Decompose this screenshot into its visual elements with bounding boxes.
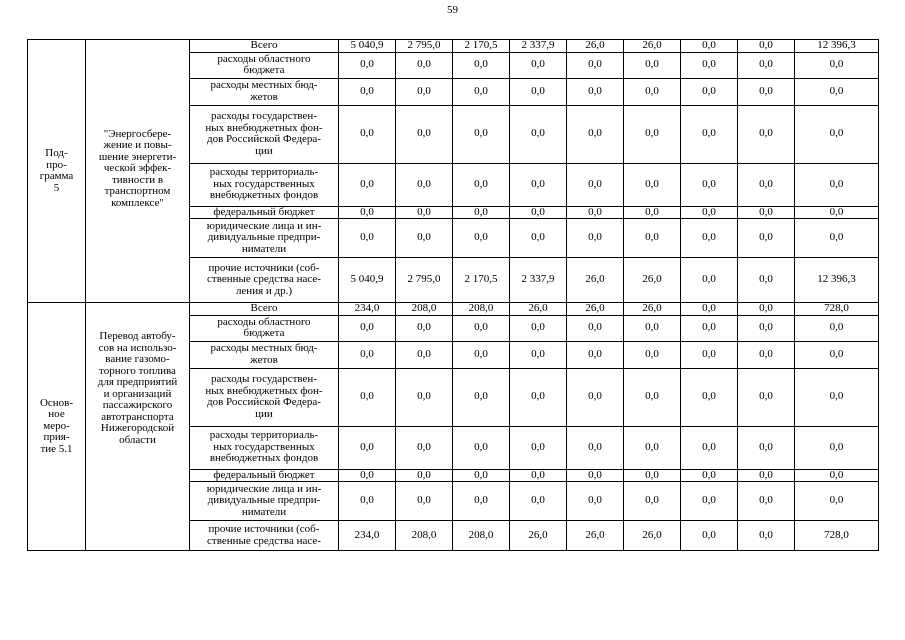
- year-value: 0,0: [510, 341, 567, 368]
- year-value: 0,0: [510, 482, 567, 521]
- text-line: расходы областного: [217, 315, 311, 328]
- year-value: 0,0: [681, 521, 738, 551]
- year-value: 0,0: [567, 206, 624, 219]
- text-line: расходы местных бюд-: [210, 342, 318, 354]
- text-line: расходы областного: [217, 52, 311, 65]
- year-value: 0,0: [453, 368, 510, 426]
- text-line: Основ-: [39, 396, 74, 409]
- year-value: 0,0: [681, 40, 738, 53]
- text-line: федеральный бюджет: [213, 469, 315, 481]
- year-value: 0,0: [396, 482, 453, 521]
- text-line: внебюджетных фондов: [209, 452, 319, 465]
- year-value: 0,0: [453, 163, 510, 206]
- year-value: 234,0: [339, 303, 396, 316]
- text-line: ческой эффек-: [103, 162, 172, 175]
- total-value: 12 396,3: [795, 258, 879, 303]
- year-value: 0,0: [567, 469, 624, 482]
- year-value: 0,0: [339, 341, 396, 368]
- year-value: 0,0: [339, 482, 396, 521]
- text-line: ных внебюджетных фон-: [205, 384, 323, 397]
- year-value: 0,0: [624, 105, 681, 163]
- text-line: бюджета: [243, 327, 285, 339]
- text-line: Перевод автобу-: [99, 330, 176, 342]
- text-line: федеральный бюджет: [213, 206, 315, 218]
- year-value: 0,0: [339, 52, 396, 78]
- year-value: 0,0: [738, 426, 795, 469]
- year-value: 0,0: [681, 341, 738, 368]
- year-value: 0,0: [567, 368, 624, 426]
- year-value: 0,0: [567, 341, 624, 368]
- total-value: 0,0: [795, 426, 879, 469]
- year-value: 0,0: [453, 469, 510, 482]
- text-line: ных государственных: [213, 177, 315, 190]
- year-value: 0,0: [567, 315, 624, 341]
- year-value: 0,0: [681, 303, 738, 316]
- text-line: ных внебюджетных фон-: [205, 121, 323, 134]
- year-value: 26,0: [510, 303, 567, 316]
- year-value: 0,0: [453, 105, 510, 163]
- year-value: 0,0: [624, 341, 681, 368]
- year-value: 234,0: [339, 521, 396, 551]
- section-label: [28, 303, 86, 551]
- text-line: автотранспорта: [101, 410, 174, 423]
- text-line: пассажирского: [102, 399, 173, 411]
- year-value: 0,0: [453, 78, 510, 105]
- year-value: 0,0: [567, 78, 624, 105]
- text-line: жетов: [250, 353, 278, 366]
- year-value: 208,0: [453, 521, 510, 551]
- year-value: 26,0: [624, 40, 681, 53]
- year-value: 0,0: [624, 469, 681, 482]
- funding-source: [190, 206, 339, 219]
- year-value: 0,0: [339, 163, 396, 206]
- year-value: 0,0: [738, 163, 795, 206]
- text-line: ции: [255, 144, 273, 157]
- year-value: 0,0: [681, 258, 738, 303]
- year-value: 2 170,5: [453, 258, 510, 303]
- text-line: дов Российской Федера-: [207, 133, 321, 145]
- year-value: 208,0: [396, 303, 453, 316]
- year-value: 0,0: [396, 469, 453, 482]
- year-value: 0,0: [510, 78, 567, 105]
- year-value: 0,0: [510, 426, 567, 469]
- year-value: 0,0: [624, 206, 681, 219]
- text-line: прочие источники (соб-: [208, 261, 320, 274]
- year-value: 0,0: [510, 206, 567, 219]
- year-value: 0,0: [339, 78, 396, 105]
- year-value: 26,0: [567, 258, 624, 303]
- text-line: ции: [255, 407, 273, 420]
- funding-source: [190, 258, 339, 303]
- year-value: 0,0: [624, 482, 681, 521]
- text-line: внебюджетных фондов: [209, 189, 319, 202]
- year-value: 2 795,0: [396, 40, 453, 53]
- table-body: [28, 40, 879, 551]
- funding-source: [190, 219, 339, 258]
- year-value: 0,0: [339, 469, 396, 482]
- year-value: 0,0: [339, 426, 396, 469]
- year-value: 0,0: [396, 426, 453, 469]
- text-line: области: [119, 433, 156, 446]
- text-line: расходы государствен-: [211, 373, 317, 385]
- year-value: 26,0: [567, 521, 624, 551]
- section-label: [28, 40, 86, 303]
- year-value: 0,0: [396, 105, 453, 163]
- text-line: юридические лица и ин-: [206, 219, 322, 232]
- page-number: 59: [447, 4, 458, 16]
- total-value: 0,0: [795, 482, 879, 521]
- year-value: 0,0: [453, 219, 510, 258]
- year-value: 0,0: [510, 315, 567, 341]
- funding-source: [190, 303, 339, 316]
- year-value: 0,0: [624, 315, 681, 341]
- text-line: прочие источники (соб-: [208, 523, 320, 535]
- total-value: 0,0: [795, 52, 879, 78]
- text-line: комплексе": [111, 196, 164, 209]
- text-line: торного топлива: [99, 364, 176, 377]
- text-line: расходы территориаль-: [209, 166, 319, 179]
- funding-source: [190, 78, 339, 105]
- text-line: прия-: [43, 431, 70, 444]
- year-value: 0,0: [510, 368, 567, 426]
- text-line: жение и повы-: [103, 139, 172, 152]
- total-value: 0,0: [795, 315, 879, 341]
- year-value: 0,0: [396, 368, 453, 426]
- section-name-text: [89, 129, 186, 210]
- year-value: 2 337,9: [510, 258, 567, 303]
- total-value: 12 396,3: [795, 40, 879, 53]
- year-value: 0,0: [738, 303, 795, 316]
- year-value: 0,0: [567, 163, 624, 206]
- year-value: 0,0: [738, 78, 795, 105]
- text-line: дов Российской Федера-: [207, 396, 321, 408]
- funding-source: [190, 469, 339, 482]
- total-value: 0,0: [795, 469, 879, 482]
- year-value: 2 337,9: [510, 40, 567, 53]
- year-value: 26,0: [510, 521, 567, 551]
- year-value: 0,0: [453, 426, 510, 469]
- year-value: 2 795,0: [396, 258, 453, 303]
- year-value: 0,0: [624, 163, 681, 206]
- text-line: вание газомо-: [105, 353, 170, 365]
- year-value: 26,0: [624, 303, 681, 316]
- total-value: 0,0: [795, 206, 879, 219]
- year-value: 0,0: [624, 78, 681, 105]
- year-value: 0,0: [339, 315, 396, 341]
- text-line: расходы территориаль-: [209, 429, 319, 442]
- year-value: 0,0: [738, 482, 795, 521]
- year-value: 0,0: [738, 40, 795, 53]
- year-value: 0,0: [510, 469, 567, 482]
- year-value: 0,0: [681, 163, 738, 206]
- year-value: 0,0: [738, 219, 795, 258]
- funding-source: [190, 521, 339, 551]
- funding-source: [190, 40, 339, 53]
- year-value: 0,0: [738, 469, 795, 482]
- text-line: Всего: [250, 39, 278, 51]
- year-value: 0,0: [624, 52, 681, 78]
- year-value: 0,0: [453, 206, 510, 219]
- text-line: ственные средства насе-: [207, 534, 321, 547]
- text-line: дивидуальные предпри-: [207, 231, 321, 244]
- year-value: 0,0: [510, 52, 567, 78]
- year-value: 0,0: [624, 368, 681, 426]
- year-value: 0,0: [453, 341, 510, 368]
- funding-table: [27, 39, 879, 551]
- year-value: 0,0: [681, 315, 738, 341]
- total-value: 0,0: [795, 368, 879, 426]
- year-value: 0,0: [738, 521, 795, 551]
- year-value: 0,0: [738, 52, 795, 78]
- year-value: 0,0: [681, 52, 738, 78]
- year-value: 0,0: [738, 206, 795, 219]
- text-line: грамма: [39, 170, 74, 182]
- text-line: тие 5.1: [40, 442, 73, 455]
- year-value: 0,0: [453, 52, 510, 78]
- year-value: 0,0: [681, 219, 738, 258]
- text-line: бюджета: [243, 64, 285, 76]
- funding-source: [190, 368, 339, 426]
- text-line: про-: [46, 158, 67, 171]
- text-line: тивности в: [111, 173, 164, 186]
- year-value: 0,0: [339, 368, 396, 426]
- text-line: ления и др.): [235, 284, 293, 297]
- total-value: 0,0: [795, 105, 879, 163]
- year-value: 0,0: [681, 426, 738, 469]
- year-value: 0,0: [738, 258, 795, 303]
- year-value: 0,0: [396, 78, 453, 105]
- year-value: 0,0: [396, 219, 453, 258]
- year-value: 0,0: [738, 315, 795, 341]
- text-line: Нижегородской: [100, 422, 175, 434]
- funding-source: [190, 341, 339, 368]
- year-value: 5 040,9: [339, 40, 396, 53]
- section-name: [86, 40, 190, 303]
- year-value: 0,0: [396, 52, 453, 78]
- year-value: 0,0: [339, 105, 396, 163]
- year-value: 0,0: [339, 206, 396, 219]
- year-value: 0,0: [624, 426, 681, 469]
- text-line: Под-: [45, 147, 68, 159]
- year-value: 0,0: [510, 219, 567, 258]
- year-value: 0,0: [396, 163, 453, 206]
- text-line: 5: [53, 181, 60, 194]
- year-value: 0,0: [681, 469, 738, 482]
- year-value: 5 040,9: [339, 258, 396, 303]
- year-value: 0,0: [681, 368, 738, 426]
- funding-source: [190, 52, 339, 78]
- text-line: дивидуальные предпри-: [207, 494, 321, 507]
- year-value: 0,0: [567, 105, 624, 163]
- table-row: [28, 40, 879, 53]
- year-value: 0,0: [339, 219, 396, 258]
- text-line: "Энергосбере-: [103, 127, 172, 140]
- year-value: 26,0: [624, 521, 681, 551]
- year-value: 26,0: [567, 303, 624, 316]
- text-line: ственные средства насе-: [207, 273, 321, 286]
- text-line: ное: [48, 408, 65, 421]
- text-line: для предприятий: [97, 376, 178, 388]
- text-line: Всего: [250, 302, 278, 314]
- year-value: 0,0: [624, 219, 681, 258]
- year-value: 2 170,5: [453, 40, 510, 53]
- year-value: 0,0: [738, 105, 795, 163]
- text-line: ных государственных: [213, 440, 315, 453]
- total-value: 0,0: [795, 341, 879, 368]
- total-value: 0,0: [795, 163, 879, 206]
- year-value: 0,0: [453, 482, 510, 521]
- year-value: 0,0: [567, 482, 624, 521]
- text-line: сов на использо-: [98, 341, 177, 354]
- total-value: 0,0: [795, 219, 879, 258]
- text-line: ниматели: [241, 242, 287, 255]
- year-value: 0,0: [510, 163, 567, 206]
- text-line: шение энергети-: [98, 150, 177, 163]
- year-value: 0,0: [567, 219, 624, 258]
- year-value: 0,0: [396, 315, 453, 341]
- year-value: 0,0: [738, 368, 795, 426]
- funding-source: [190, 105, 339, 163]
- total-value: 728,0: [795, 521, 879, 551]
- year-value: 0,0: [681, 482, 738, 521]
- funding-source: [190, 315, 339, 341]
- text-line: ниматели: [241, 505, 287, 518]
- year-value: 0,0: [396, 341, 453, 368]
- year-value: 0,0: [738, 341, 795, 368]
- text-line: транспортном: [104, 185, 171, 198]
- year-value: 0,0: [453, 315, 510, 341]
- year-value: 0,0: [681, 206, 738, 219]
- total-value: 728,0: [795, 303, 879, 316]
- year-value: 26,0: [567, 40, 624, 53]
- funding-source: [190, 482, 339, 521]
- table-row: [28, 303, 879, 316]
- text-line: расходы государствен-: [211, 110, 317, 122]
- total-value: 0,0: [795, 78, 879, 105]
- text-line: юридические лица и ин-: [206, 482, 322, 495]
- year-value: 0,0: [396, 206, 453, 219]
- year-value: 0,0: [567, 52, 624, 78]
- funding-source: [190, 163, 339, 206]
- year-value: 26,0: [624, 258, 681, 303]
- year-value: 208,0: [453, 303, 510, 316]
- year-value: 208,0: [396, 521, 453, 551]
- year-value: 0,0: [510, 105, 567, 163]
- section-name: [86, 303, 190, 551]
- text-line: и организаций: [103, 387, 172, 400]
- year-value: 0,0: [681, 78, 738, 105]
- funding-source: [190, 426, 339, 469]
- section-name-text: [89, 331, 186, 446]
- year-value: 0,0: [567, 426, 624, 469]
- year-value: 0,0: [681, 105, 738, 163]
- text-line: расходы местных бюд-: [210, 79, 318, 91]
- text-line: меро-: [43, 419, 70, 432]
- text-line: жетов: [250, 90, 278, 103]
